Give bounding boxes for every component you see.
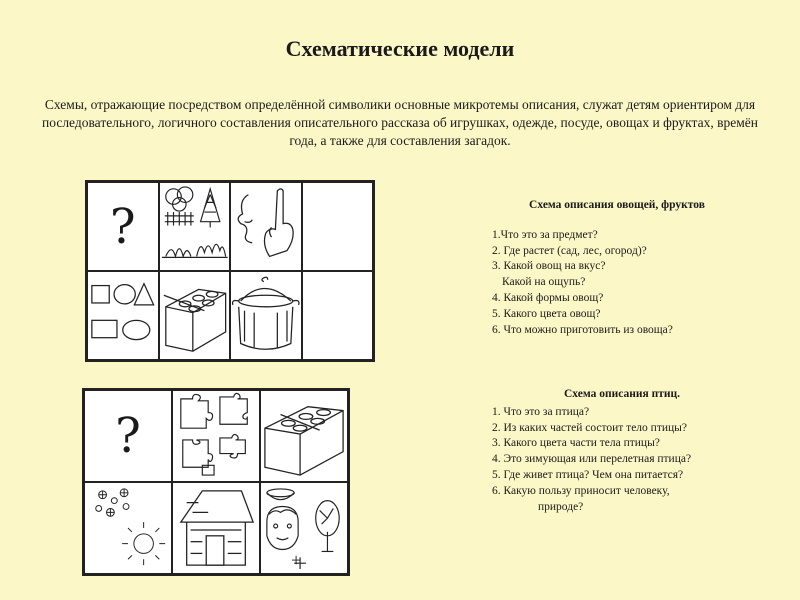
birds-scheme-grid [82, 388, 350, 576]
list-item: природе? [538, 500, 584, 513]
list-item: 3. Какой овощ на вкус? [492, 260, 606, 273]
bowl-face-tree-cell [260, 482, 348, 574]
list-item: 5. Какого цвета овощ? [492, 307, 601, 320]
question-cell [87, 182, 159, 271]
question-mark: ? [115, 408, 141, 464]
vegetables-scheme-heading: Схема описания овощей, фруктов [529, 199, 705, 211]
vegetables-scheme-grid [85, 180, 375, 362]
vegetables-description-scheme [492, 198, 742, 338]
list-item: 2. Из каких частей состоит тело птицы? [492, 421, 687, 434]
weather-cell [84, 482, 172, 574]
garden-cell [159, 182, 231, 271]
vegetables-questions-list [492, 228, 742, 339]
bowl-face-tree-icon [261, 483, 347, 573]
grater-icon [160, 272, 230, 359]
puzzle-cell [172, 390, 260, 482]
list-item: 4. Какой формы овощ? [492, 291, 604, 304]
house-icon [173, 483, 259, 573]
birds-questions-list [492, 405, 752, 516]
list-item: 4. Это зимующая или перелетная птица? [492, 453, 692, 466]
list-item: 5. Где живет птица? Чем она питается? [492, 468, 684, 481]
snow-and-sun-icon [85, 483, 171, 573]
grater-cell [159, 271, 231, 360]
cooking-pot-icon [231, 272, 301, 359]
birds-scheme-heading: Схема описания птиц. [564, 388, 680, 400]
plus-sign: + [291, 550, 302, 570]
list-item: 1.Что это за предмет? [492, 228, 598, 241]
lips-and-finger-icon [231, 183, 301, 270]
question-mark: ? [109, 198, 136, 255]
list-item: 2. Где растет (сад, лес, огород)? [492, 244, 647, 257]
birds-description-scheme [492, 387, 752, 515]
page-title: Схематические модели [285, 36, 515, 61]
garden-trees-icon [160, 183, 230, 270]
puzzle-pieces-icon [173, 391, 259, 481]
list-item: 1. Что это за птица? [492, 405, 590, 418]
pot-cell [230, 271, 302, 360]
house-cell [172, 482, 260, 574]
empty-cell [302, 271, 374, 360]
list-item: 3. Какого цвета части тела птицы? [492, 437, 660, 450]
grater-icon [261, 391, 347, 481]
senses-cell [230, 182, 302, 271]
question-cell [84, 390, 172, 482]
list-item: 6. Что можно приготовить из овоща? [492, 323, 673, 336]
empty-cell [302, 182, 374, 271]
grater-cell [260, 390, 348, 482]
intro-paragraph: Схемы, отражающие посредством определённой символики основные микротемы описания, служат детям ориентиром для последовательного, логичного составления описательного рассказа об игрушках, одежде, посуде, овощах и фруктах, времён года, а также для составления загадок. [42, 97, 758, 148]
list-item: Какой на ощупь? [502, 276, 586, 289]
list-item: 6. Какую пользу приносит человеку, [492, 484, 670, 497]
geometric-shapes-icon [88, 272, 158, 359]
shapes-cell [87, 271, 159, 360]
